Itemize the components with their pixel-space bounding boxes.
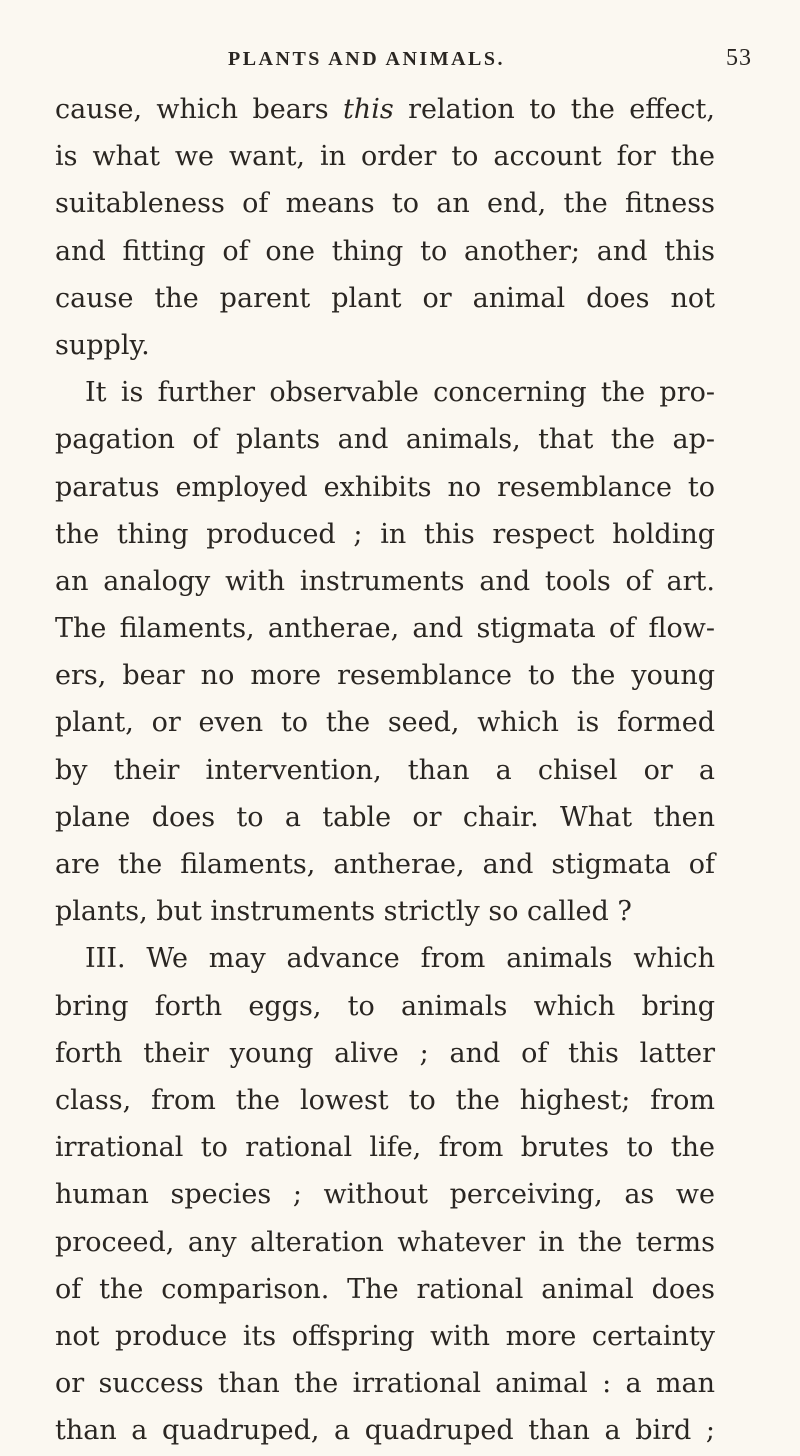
text-line: irrational to rational life, from brutes to the bbox=[55, 1132, 715, 1164]
text-line: by their intervention, than a chisel or a bbox=[55, 754, 715, 786]
text-line: class, from the lowest to the highest; from bbox=[55, 1084, 715, 1116]
text-line: the thing produced ; in this respect holding bbox=[55, 518, 715, 550]
paragraph-start-line: III. We may advance from animals which bbox=[85, 943, 715, 975]
text-line: plant, or even to the seed, which is formed bbox=[55, 707, 715, 739]
text-line: than a quadruped, a quadruped than a bird ; bbox=[55, 1415, 715, 1447]
text-line: The filaments, antherae, and stigmata of flow- bbox=[55, 613, 715, 645]
page-header bbox=[0, 40, 800, 80]
text-line: and fitting of one thing to another; and this bbox=[55, 235, 715, 267]
text-line: suitableness of means to an end, the fitness bbox=[55, 188, 715, 220]
text-line: proceed, any alteration whatever in the terms bbox=[55, 1226, 715, 1258]
paragraph-start-line: It is further observable concerning the pro- bbox=[85, 377, 715, 409]
page-number: 53 bbox=[726, 45, 752, 71]
body-text bbox=[55, 86, 715, 1454]
running-title: PLANTS AND ANIMALS. bbox=[228, 48, 505, 70]
text-line: human species ; without perceiving, as we bbox=[55, 1179, 715, 1211]
text-line: plane does to a table or chair. What then bbox=[55, 801, 715, 833]
paragraph-end-line: plants, but instruments strictly so called ? bbox=[55, 896, 632, 928]
text-line: an analogy with instruments and tools of art. bbox=[55, 565, 715, 597]
text-line: forth their young alive ; and of this latter bbox=[55, 1037, 715, 1069]
text-line: are the filaments, antherae, and stigmata of bbox=[55, 849, 715, 880]
text-line: ers, bear no more resemblance to the young bbox=[55, 660, 715, 692]
text-line: paratus employed exhibits no resemblance to bbox=[55, 471, 715, 503]
paragraph-end-line: supply. bbox=[55, 329, 150, 361]
text-line: cause, which bears this relation to the effect, bbox=[55, 94, 715, 125]
italic-emphasis: this bbox=[342, 94, 394, 125]
text-line: pagation of plants and animals, that the ap- bbox=[55, 424, 715, 456]
text-line: not produce its offspring with more certainty bbox=[55, 1320, 715, 1352]
text-line: or success than the irrational animal : a man bbox=[55, 1368, 715, 1400]
text-line: is what we want, in order to account for the bbox=[55, 141, 715, 173]
text-line: bring forth eggs, to animals which bring bbox=[55, 990, 715, 1022]
text-line: cause the parent plant or animal does not bbox=[55, 282, 715, 314]
text-line: of the comparison. The rational animal does bbox=[55, 1273, 715, 1305]
